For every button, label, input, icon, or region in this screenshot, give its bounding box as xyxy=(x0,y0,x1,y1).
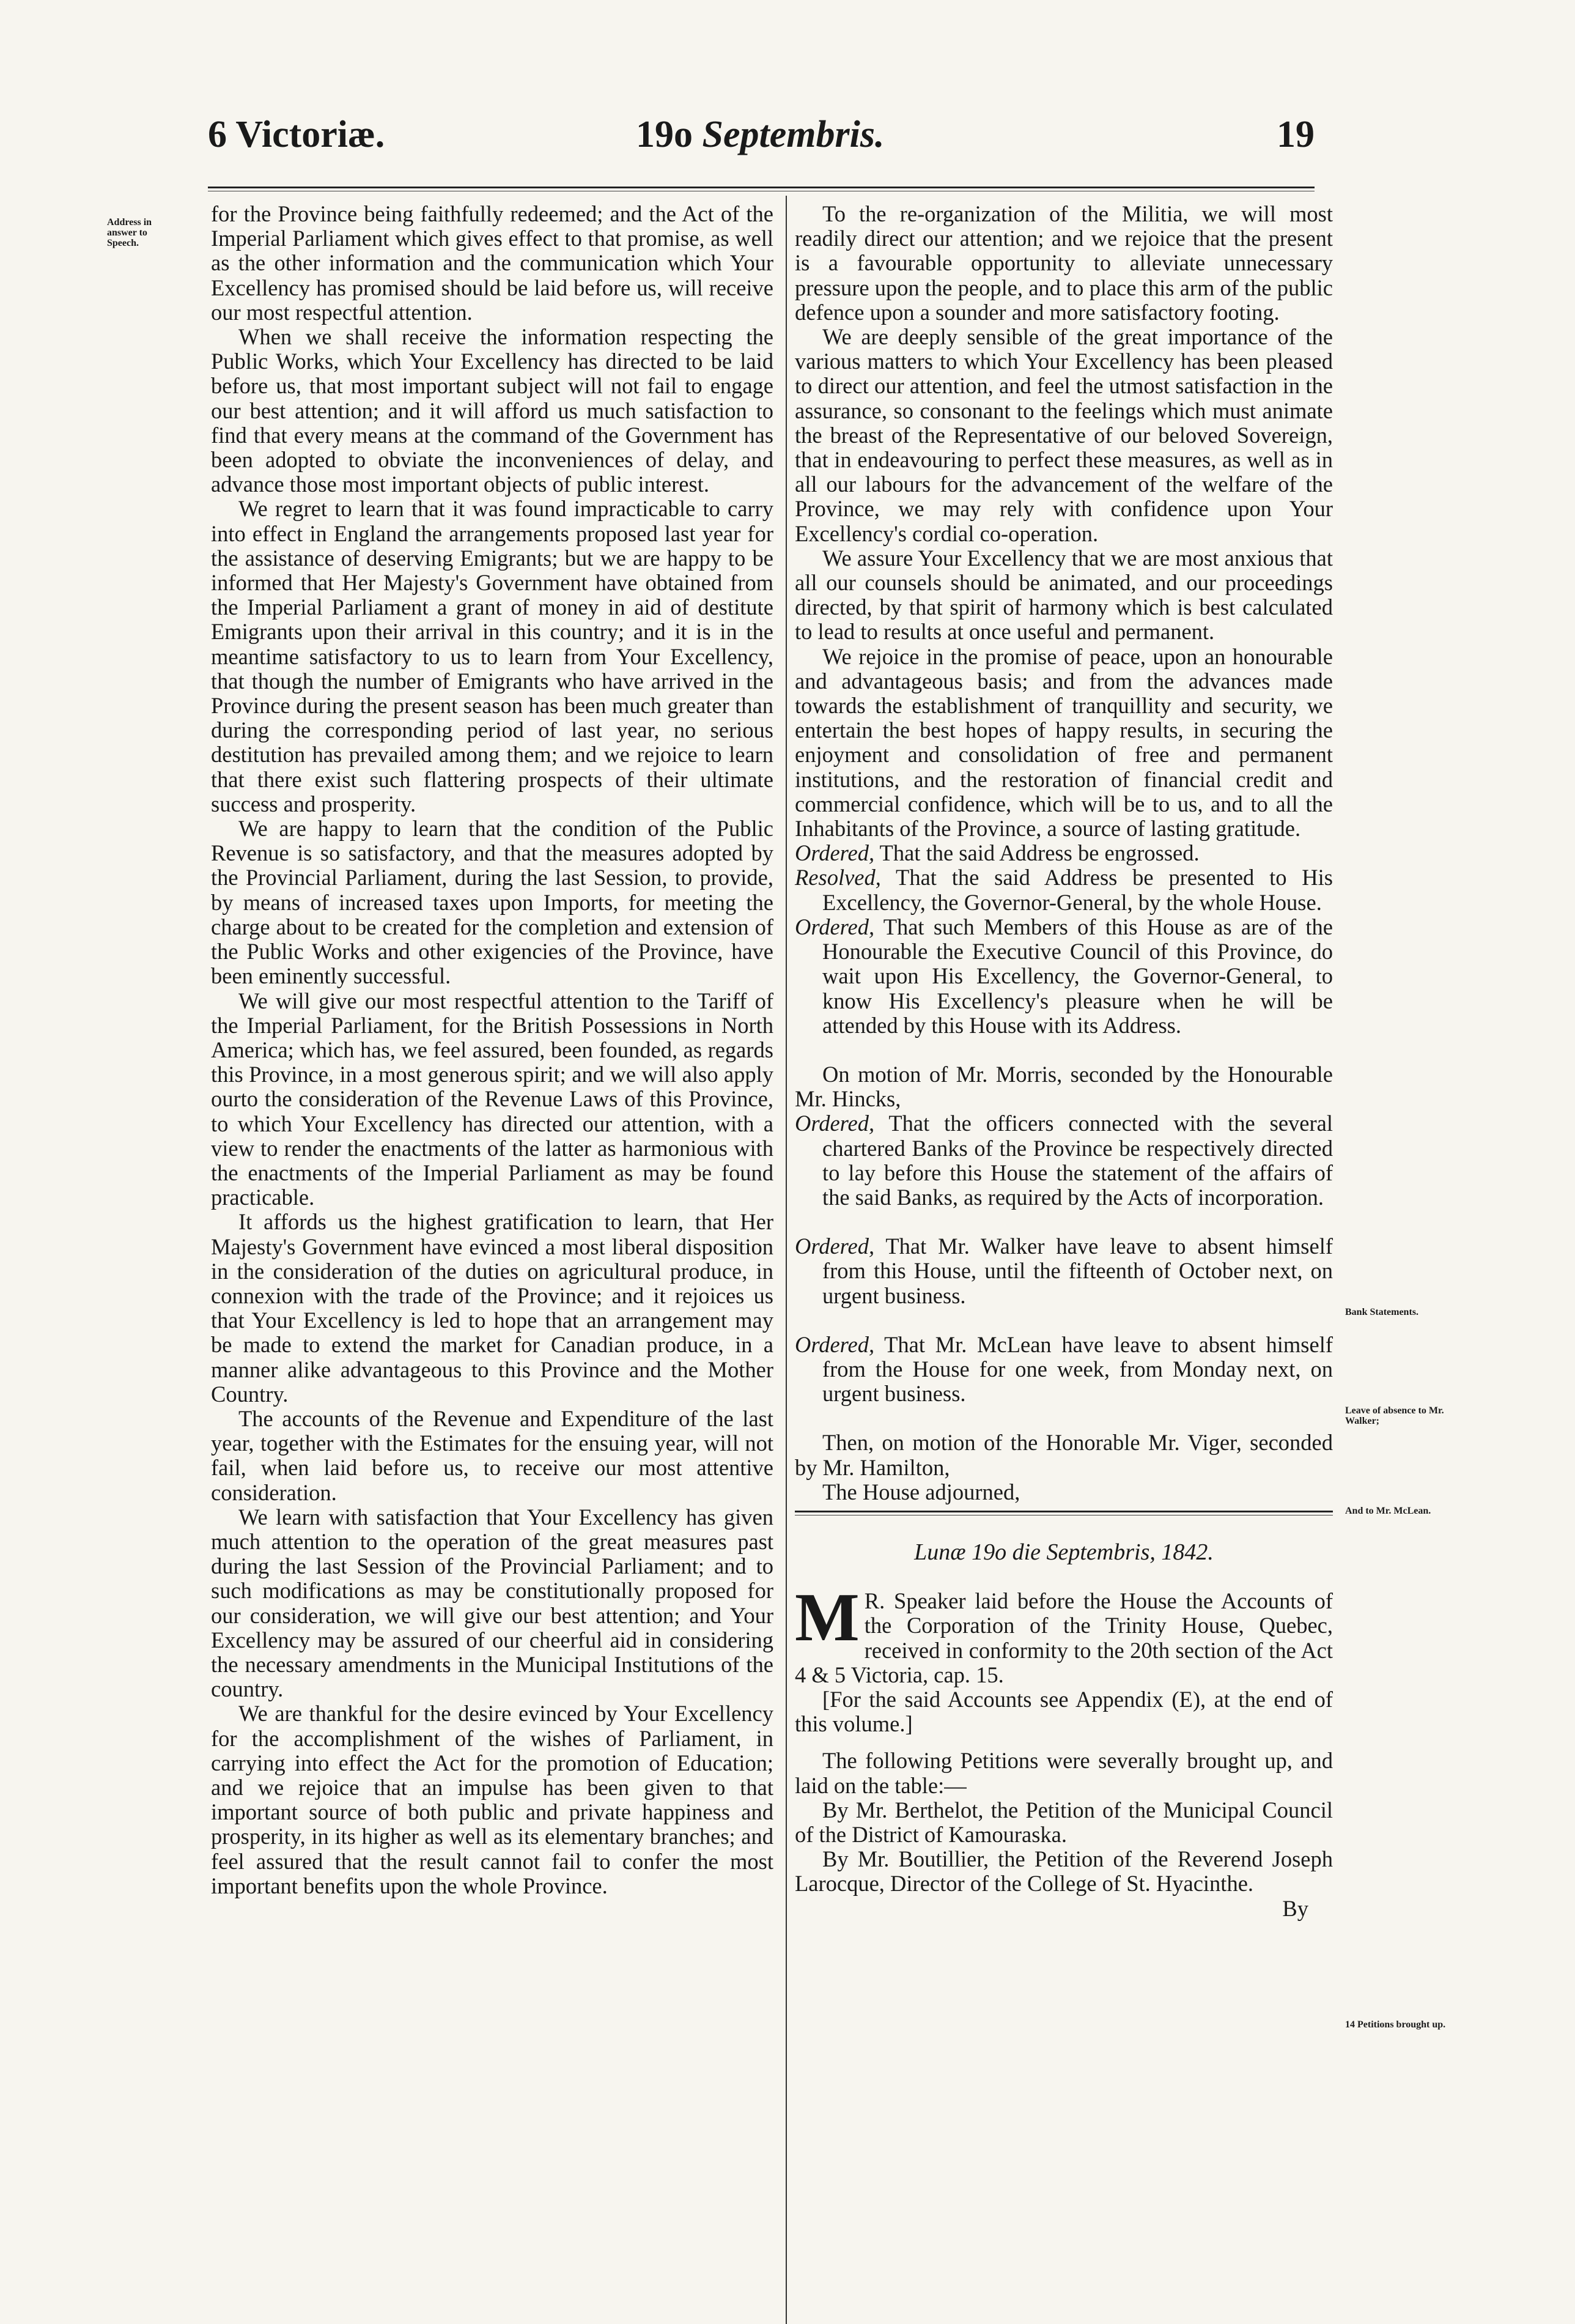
motion-morris: On motion of Mr. Morris, seconded by the Honourable Mr. Hincks, xyxy=(795,1061,1333,1112)
order-bank-statements xyxy=(795,1111,1333,1210)
house-adjourned: The House adjourned, xyxy=(822,1479,1020,1504)
order-wait-upon xyxy=(795,915,1333,1038)
header-month: Septembris. xyxy=(702,114,885,155)
petition-boutillier: By Mr. Boutillier, the Petition of the Reverend Joseph Larocque, Director of the College of St. Hyacinthe. xyxy=(795,1846,1333,1897)
petitions-intro: The following Petitions were severally brought up, and laid on the table:— xyxy=(795,1748,1333,1798)
paragraph: The accounts of the Revenue and Expenditure of the last year, together with the Estimates for the ensuing year, will not fail, when laid before us, to receive our most attentive consideration. xyxy=(211,1405,773,1505)
margin-note-leave-walker: Leave of absence to Mr. Walker; xyxy=(1345,1405,1444,1426)
paragraph: We are happy to learn that the condition of the Public Revenue is so satisfactory, and that the measures adopted by the Provincial Parliament, during the last Session, to provide, by means of increased taxes upon Imports, for meeting the charge about to be created for the completion and extension of the Public Works and other exigencies of the Province, have been eminently successful. xyxy=(211,816,773,989)
paragraph: We rejoice in the promise of peace, upon an honourable and advantageous basis; and from the advances made towards the establishment of tranquillity and security, we entertain the best hopes of happy results, in securing the enjoyment and consolidation of free and permanent institutions, and the restoration of financial credit and commercial confidence, which will be to us, and to all the Inhabitants of the Province, a source of lasting gratitude. xyxy=(795,643,1333,842)
page-header xyxy=(208,113,1315,168)
margin-note-bank: Bank Statements. xyxy=(1345,1307,1419,1317)
motion-viger: Then, on motion of the Honorable Mr. Viger, seconded by Mr. Hamilton, xyxy=(795,1430,1333,1480)
section-rule xyxy=(795,1511,1333,1512)
spacer xyxy=(795,1308,1333,1333)
margin-note-leave-mclean: And to Mr. McLean. xyxy=(1345,1506,1431,1516)
paragraph: We regret to learn that it was found impracticable to carry into effect in England the arrangements proposed last year for the assistance of deserving Emigrants; but we are happy to be informed that Her Majesty's Government have obtained from the Imperial Parliament a grant of money in aid of destitute Emigrants upon their arrival in this country; and it is in the meantime satisfactory to us to learn from Your Excellency, that though the number of Emigrants who have arrived in the Province during the present season has been much greater than during the corresponding period of last year, no serious destitution has prevailed among them; and we rejoice to learn that there exist such flattering prospects of their ultimate success and prosperity. xyxy=(211,496,773,816)
order-label: Ordered, xyxy=(795,840,875,866)
catchword: By xyxy=(1282,1895,1308,1921)
left-column xyxy=(211,202,773,1898)
order-label: Ordered, xyxy=(795,1234,875,1259)
resolved-label: Resolved, xyxy=(795,865,881,890)
paragraph: We are thankful for the desire evinced by Your Excellency for the accomplishment of the wishes of Parliament, in carrying into effect the Act for the promotion of Education; and we rejoice that an impulse has been given to that important source of both public and private happiness and prosperity, in its higher as well as its elementary branches; and feel assured that the result cannot fail to confer the most important benefits upon the whole Province. xyxy=(211,1701,773,1898)
column-divider xyxy=(786,196,787,2324)
order-text: That Mr. McLean have leave to absent himself from the House for one week, from Monday next, on urgent business. xyxy=(822,1331,1333,1407)
order-label: Ordered, xyxy=(795,1111,875,1136)
order-label: Ordered, xyxy=(795,1331,875,1357)
order-leave-walker xyxy=(795,1234,1333,1308)
speaker-paragraph xyxy=(795,1580,1333,1687)
paragraph: We assure Your Excellency that we are most anxious that all our counsels should be animated, and our proceedings directed, by that spirit of harmony which is best calculated to lead to results at once useful and permanent. xyxy=(795,545,1333,645)
header-day: 19o xyxy=(636,114,693,155)
paragraph: We are deeply sensible of the great importance of the various matters to which Your Excellency has been pleased to direct our attention, and feel the utmost satisfaction in the assurance, so consonant to the feelings which must animate the breast of the Representative of our beloved Sovereign, that in endeavouring to perfect these measures, as well as in all our labours for the advancement of the welfare of the Province, we may rely with confidence upon Your Excellency's cordial co-operation. xyxy=(795,324,1333,546)
resolution-present xyxy=(795,865,1333,914)
order-text: That the said Address be engrossed. xyxy=(874,840,1200,866)
header-rule xyxy=(208,187,1315,188)
right-column xyxy=(795,202,1333,1921)
regnal-year: 6 Victoriæ. xyxy=(208,114,385,155)
spacer xyxy=(795,1210,1333,1234)
paragraph: for the Province being faithfully redeemed; and the Act of the Imperial Parliament which gives effect to that promise, as well as the other information and the communication which Your Excellency has promised should be laid before us, will receive our most respectful attention. xyxy=(211,201,773,325)
header-date xyxy=(636,113,884,157)
sitting-date: Lunæ 19o die Septembris, 1842. xyxy=(914,1539,1214,1565)
order-label: Ordered, xyxy=(795,914,875,939)
margin-note-petitions: 14 Petitions brought up. xyxy=(1345,2019,1446,2030)
resolution-text: That the said Address be presented to His Excellency, the Governor-General, by the whole House. xyxy=(822,865,1333,915)
margin-note-address: Address in answer to Speech. xyxy=(107,217,152,248)
paragraph: We will give our most respectful attention to the Tariff of the Imperial Parliament, for the British Possessions in North America; which has, we feel assured, been founded, as regards this Province, in a most generous spirit; and we will also apply ourto the consideration of the Revenue Laws of this Province, to which Your Excellency has directed our attention, with a view to render the enactments of the latter as harmonious with the enactments of the Imperial Parliament as may be found practicable. xyxy=(211,988,773,1210)
petition-berthelot: By Mr. Berthelot, the Petition of the Municipal Council of the District of Kamouraska. xyxy=(795,1797,1333,1847)
order-leave-mclean xyxy=(795,1333,1333,1407)
spacer xyxy=(795,1406,1333,1430)
drop-cap: M xyxy=(795,1580,860,1656)
page-number: 19 xyxy=(1277,114,1315,155)
paragraph: When we shall receive the information respecting the Public Works, which Your Excellency has directed to be laid before us, that most important subject will not fail to engage our best attention; and it will afford us much satisfaction to find that every means at the command of the Government has been adopted to obviate the inconveniences of delay, and advance those most important objects of public interest. xyxy=(211,324,773,497)
order-text: That Mr. Walker have leave to absent himself from this House, until the fifteenth of October next, on urgent business. xyxy=(822,1234,1333,1308)
paragraph: We learn with satisfaction that Your Excellency has given much attention to the operation of the great measures past during the last Session of the Provincial Parliament; and to such modifications as may be constitutionally proposed for our consideration, we will give our best attention; and Your Excellency may be assured of our cheerful aid in considering the necessary amendments in the Municipal Institutions of the country. xyxy=(211,1504,773,1702)
paragraph: It affords us the highest gratification to learn, that Her Majesty's Government have evinced a most liberal disposition in the consideration of the duties on agricultural produce, in connexion with the trade of the Province; and it rejoices us that Your Excellency is led to hope that an arrangement may be made to extend the market for Canadian produce, in a manner alike advantageous to this Province and the Mother Country. xyxy=(211,1209,773,1407)
paragraph: To the re-organization of the Militia, we will most readily direct our attention; and we rejoice that the present is a favourable opportunity to alleviate unnecessary pressure upon the people, and to place this arm of the public defence upon a sounder and more satisfactory footing. xyxy=(795,201,1333,325)
appendix-note: [For the said Accounts see Appendix (E), at the end of this volume.] xyxy=(795,1686,1333,1737)
order-text: That the officers connected with the several chartered Banks of the Province be respectively directed to lay before this House the statement of the affairs of the said Banks, as required by the Acts of incorporation. xyxy=(822,1111,1333,1210)
spacer xyxy=(795,1736,1333,1749)
speaker-text: R. Speaker laid before the House the Accounts of the Corporation of the Trinity House, Quebec, received in conformity to the 20th section of the Act 4 & 5 Victoria, cap. 15. xyxy=(795,1588,1333,1687)
order-engrossed xyxy=(795,841,1333,865)
spacer xyxy=(795,1038,1333,1062)
order-text: That such Members of this House as are of the Honourable the Executive Council of this Province, do wait upon His Excellency, the Governor-General, to know His Excellency's pleasure when he will be attended by this House with its Address. xyxy=(822,914,1333,1038)
